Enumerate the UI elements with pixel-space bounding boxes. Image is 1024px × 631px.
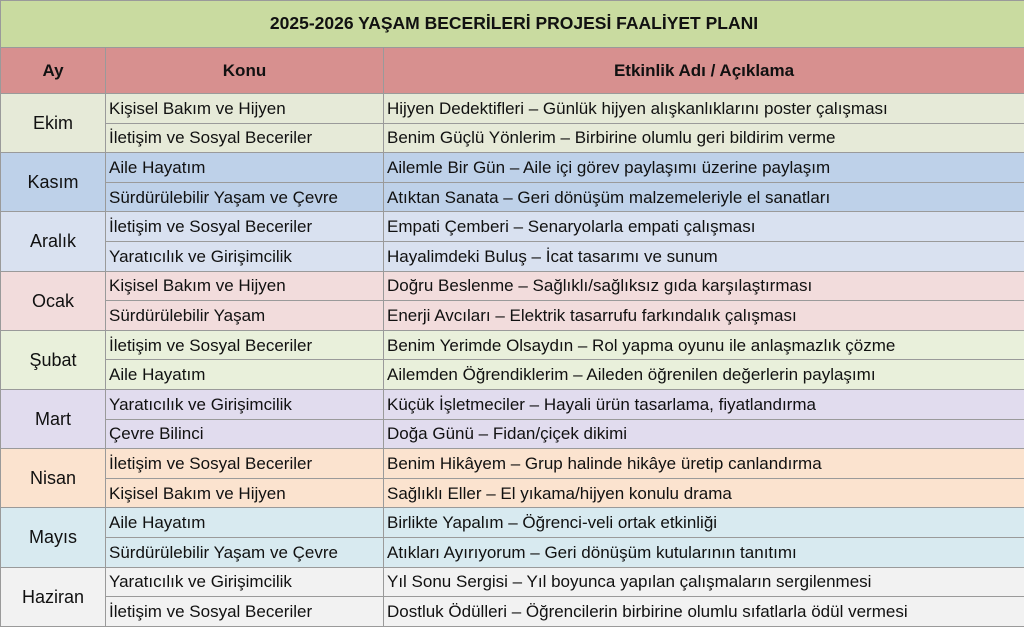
topic-cell: Yaratıcılık ve Girişimcilik: [106, 389, 384, 419]
header-month: Ay: [1, 48, 106, 94]
topic-cell: Sürdürülebilir Yaşam ve Çevre: [106, 182, 384, 212]
month-cell: Nisan: [1, 449, 106, 508]
activity-cell: Küçük İşletmeciler – Hayali ürün tasarlama, fiyatlandırma: [384, 389, 1024, 419]
table-row: [1, 94, 1024, 124]
header-activity: Etkinlik Adı / Açıklama: [384, 48, 1024, 94]
table-row: [1, 389, 1024, 419]
activity-cell: Doğru Beslenme – Sağlıklı/sağlıksız gıda karşılaştırması: [384, 271, 1024, 301]
topic-cell: İletişim ve Sosyal Beceriler: [106, 449, 384, 479]
table-row: [1, 330, 1024, 360]
topic-cell: Çevre Bilinci: [106, 419, 384, 449]
table-row: [1, 567, 1024, 597]
table-row: [1, 182, 1024, 212]
month-cell: Kasım: [1, 153, 106, 212]
activity-cell: Empati Çemberi – Senaryolarla empati çalışması: [384, 212, 1024, 242]
month-cell: Haziran: [1, 567, 106, 626]
table-row: [1, 241, 1024, 271]
topic-cell: İletişim ve Sosyal Beceriler: [106, 123, 384, 153]
table-row: [1, 271, 1024, 301]
activity-cell: Birlikte Yapalım – Öğrenci-veli ortak etkinliği: [384, 508, 1024, 538]
activity-cell: Ailemle Bir Gün – Aile içi görev paylaşımı üzerine paylaşım: [384, 153, 1024, 183]
topic-cell: İletişim ve Sosyal Beceriler: [106, 597, 384, 627]
topic-cell: Aile Hayatım: [106, 360, 384, 390]
activity-cell: Enerji Avcıları – Elektrik tasarrufu farkındalık çalışması: [384, 301, 1024, 331]
table-row: [1, 449, 1024, 479]
month-cell: Ocak: [1, 271, 106, 330]
table-row: [1, 153, 1024, 183]
month-cell: Şubat: [1, 330, 106, 389]
table-row: [1, 123, 1024, 153]
month-cell: Aralık: [1, 212, 106, 271]
topic-cell: İletişim ve Sosyal Beceriler: [106, 212, 384, 242]
month-cell: Mart: [1, 389, 106, 448]
topic-cell: Kişisel Bakım ve Hijyen: [106, 478, 384, 508]
table-row: [1, 537, 1024, 567]
activity-cell: Benim Yerimde Olsaydın – Rol yapma oyunu ile anlaşmazlık çözme: [384, 330, 1024, 360]
topic-cell: Kişisel Bakım ve Hijyen: [106, 271, 384, 301]
table-row: [1, 301, 1024, 331]
table-row: [1, 212, 1024, 242]
table-row: [1, 360, 1024, 390]
month-cell: Ekim: [1, 94, 106, 153]
table-row: [1, 508, 1024, 538]
title-row: [1, 1, 1024, 48]
activity-cell: Benim Hikâyem – Grup halinde hikâye üretip canlandırma: [384, 449, 1024, 479]
activity-cell: Benim Güçlü Yönlerim – Birbirine olumlu geri bildirim verme: [384, 123, 1024, 153]
topic-cell: Yaratıcılık ve Girişimcilik: [106, 567, 384, 597]
table-row: [1, 478, 1024, 508]
activity-cell: Yıl Sonu Sergisi – Yıl boyunca yapılan çalışmaların sergilenmesi: [384, 567, 1024, 597]
table-row: [1, 597, 1024, 627]
topic-cell: Yaratıcılık ve Girişimcilik: [106, 241, 384, 271]
header-row: [1, 48, 1024, 94]
topic-cell: Aile Hayatım: [106, 153, 384, 183]
topic-cell: İletişim ve Sosyal Beceriler: [106, 330, 384, 360]
topic-cell: Aile Hayatım: [106, 508, 384, 538]
activity-cell: Atıktan Sanata – Geri dönüşüm malzemeleriyle el sanatları: [384, 182, 1024, 212]
header-topic: Konu: [106, 48, 384, 94]
plan-title: 2025-2026 YAŞAM BECERİLERİ PROJESİ FAALİYET PLANI: [1, 1, 1024, 48]
plan-body: [1, 94, 1024, 627]
topic-cell: Sürdürülebilir Yaşam: [106, 301, 384, 331]
activity-cell: Dostluk Ödülleri – Öğrencilerin birbirine olumlu sıfatlarla ödül vermesi: [384, 597, 1024, 627]
activity-cell: Ailemden Öğrendiklerim – Aileden öğrenilen değerlerin paylaşımı: [384, 360, 1024, 390]
activity-cell: Atıkları Ayırıyorum – Geri dönüşüm kutularının tanıtımı: [384, 537, 1024, 567]
table-row: [1, 419, 1024, 449]
topic-cell: Kişisel Bakım ve Hijyen: [106, 94, 384, 124]
activity-cell: Doğa Günü – Fidan/çiçek dikimi: [384, 419, 1024, 449]
activity-cell: Hayalimdeki Buluş – İcat tasarımı ve sunum: [384, 241, 1024, 271]
month-cell: Mayıs: [1, 508, 106, 567]
activity-cell: Hijyen Dedektifleri – Günlük hijyen alışkanlıklarını poster çalışması: [384, 94, 1024, 124]
activity-cell: Sağlıklı Eller – El yıkama/hijyen konulu drama: [384, 478, 1024, 508]
topic-cell: Sürdürülebilir Yaşam ve Çevre: [106, 537, 384, 567]
